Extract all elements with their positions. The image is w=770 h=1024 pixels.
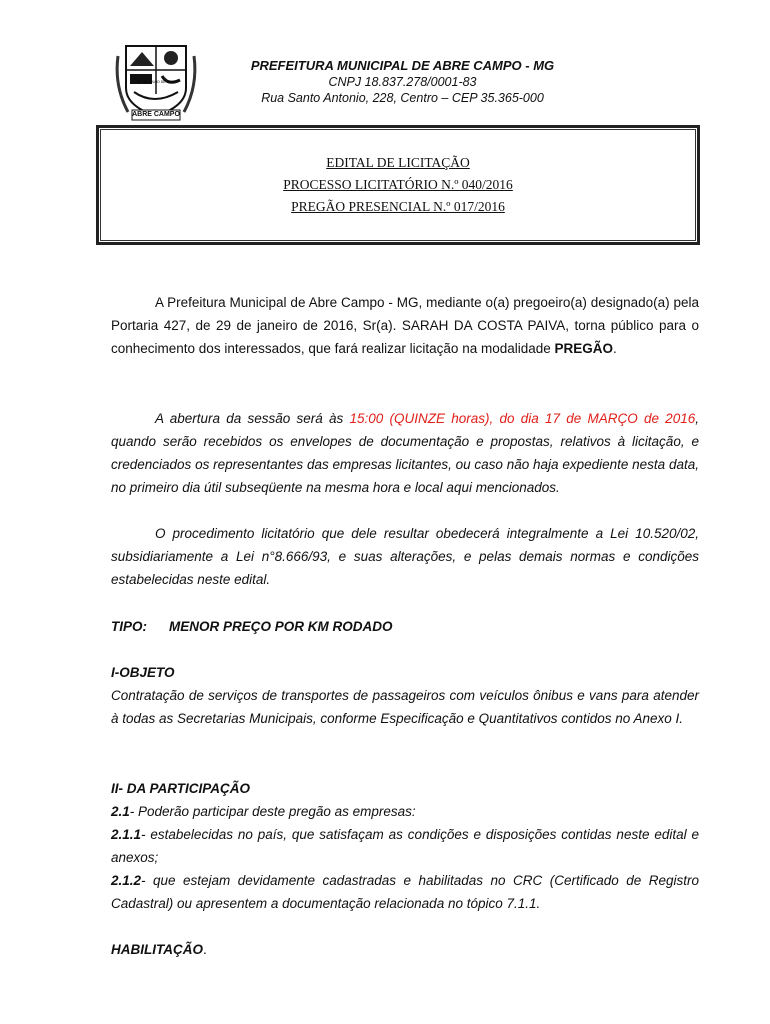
habilitacao-heading: HABILITAÇÃO.	[111, 942, 207, 957]
participacao-heading: II- DA PARTICIPAÇÃO	[111, 781, 251, 796]
tipo-line	[111, 615, 699, 638]
title-line-pregao: PREGÃO PRESENCIAL N.º 017/2016	[291, 199, 505, 214]
org-address: Rua Santo Antonio, 228, Centro – CEP 35.365-000	[261, 91, 544, 105]
tipo-value: MENOR PREÇO POR KM RODADO	[169, 619, 393, 634]
procedure-paragraph: O procedimento licitatório que dele resultar obedecerá integralmente a Lei 10.520/02, subsidiariamente a Lei n°8.666/93, e suas alterações, e pelas demais normas e condições estabelecidas neste edital.	[111, 526, 699, 587]
tipo-label: TIPO:	[111, 619, 147, 634]
objeto-text: Contratação de serviços de transportes de passageiros com veículos ônibus e vans para atender à todas as Secretarias Municipais, conforme Especificação e Quantitativos contidos no Anexo I.	[111, 688, 699, 726]
org-cnpj: CNPJ 18.837.278/0001-83	[328, 75, 477, 89]
title-line-edital: EDITAL DE LICITAÇÃO	[326, 155, 470, 170]
objeto-heading: I-OBJETO	[111, 665, 175, 680]
crest-seal-text: ABRE CAMPO	[132, 111, 180, 118]
municipal-crest-icon	[112, 36, 200, 124]
document-header	[205, 58, 600, 106]
list-item: 2.1.2- que estejam devidamente cadastradas e habilitadas no CRC (Certificado de Registro Cadastral) ou apresentem a documentação relacionada no tópico 7.1.1.	[111, 873, 699, 911]
crest-date-text: 27 DE JULHO DE 1890	[137, 80, 175, 84]
title-box	[96, 125, 700, 245]
opening-date-highlight: 15:00 (QUINZE horas), do dia 17 de MARÇO de 2016	[349, 411, 696, 426]
org-name: PREFEITURA MUNICIPAL DE ABRE CAMPO - MG	[250, 58, 555, 73]
modality-text: PREGÃO	[554, 341, 614, 356]
participacao-list	[111, 800, 699, 915]
list-item: 2.1.1- estabelecidas no país, que satisfaçam as condições e disposições contidas neste edital e anexos;	[111, 827, 699, 865]
intro-paragraph: A Prefeitura Municipal de Abre Campo - MG, mediante o(a) pregoeiro(a) designado(a) pela Portaria 427, de 29 de janeiro de 2016, Sr(a). SARAH DA COSTA PAIVA, torna público para o conhecimento dos interessados, que fará realizar licitação na modalidade PREGÃO.	[111, 295, 699, 356]
opening-paragraph: A abertura da sessão será às 15:00 (QUINZE horas), do dia 17 de MARÇO de 2016, quando serão recebidos os envelopes de documentação e propostas, relativos à licitação, e credenciados os representantes das empresas licitantes, ou caso não haja expediente nesta data, no primeiro dia útil subseqüente na mesma hora e local aqui mencionados.	[111, 411, 699, 495]
list-item: 2.1- Poderão participar deste pregão as empresas:	[111, 804, 416, 819]
title-line-processo: PROCESSO LICITATÓRIO N.º 040/2016	[283, 177, 513, 192]
